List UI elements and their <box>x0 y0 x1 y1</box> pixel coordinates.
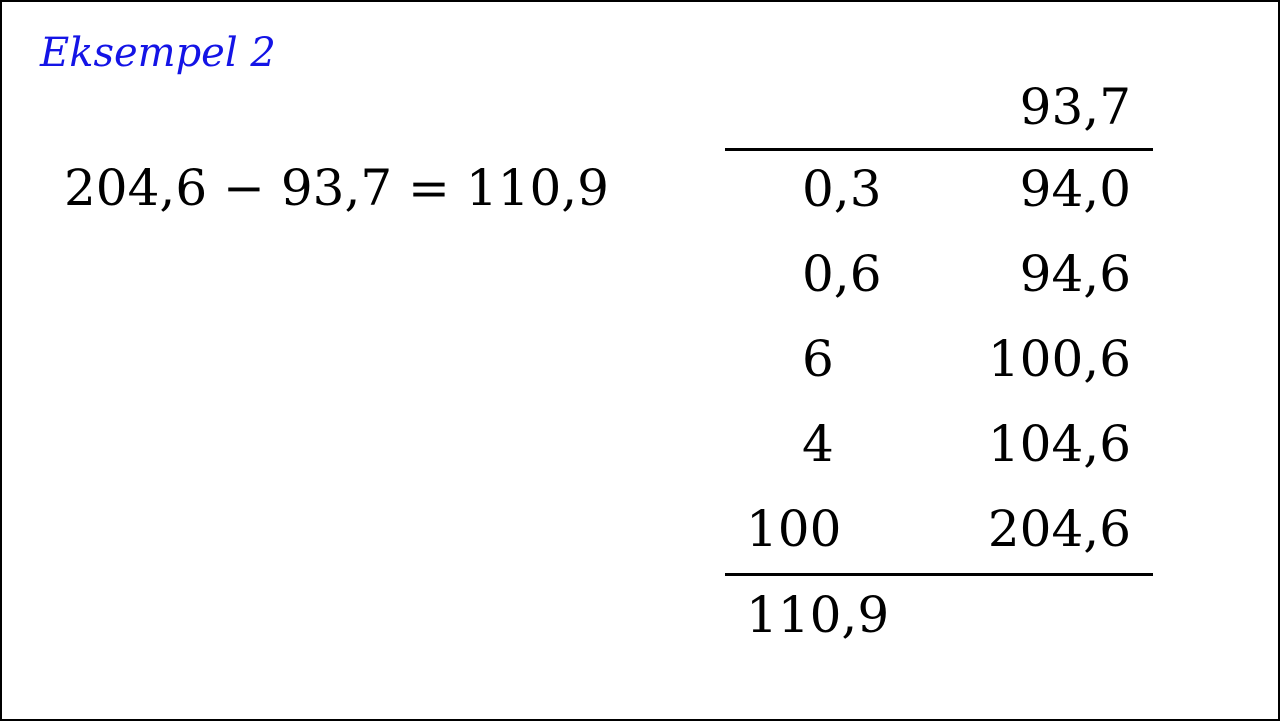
bottom-rule <box>725 573 1153 576</box>
step-add: 0,3 <box>802 160 882 218</box>
step-add: 100 <box>746 500 842 558</box>
subtraction-equation: 204,6 − 93,7 = 110,9 <box>64 159 609 217</box>
step-total: 100,6 <box>987 330 1131 388</box>
step-total: 94,0 <box>1019 160 1131 218</box>
step-total: 94,6 <box>1019 245 1131 303</box>
step-add: 0,6 <box>802 245 882 303</box>
top-rule <box>725 148 1153 151</box>
step-add: 4 <box>802 415 834 473</box>
example-heading: Eksempel 2 <box>40 30 276 76</box>
step-total: 104,6 <box>987 415 1131 473</box>
result-value: 110,9 <box>746 586 890 644</box>
start-value: 93,7 <box>1019 78 1131 136</box>
step-add: 6 <box>802 330 834 388</box>
step-total: 204,6 <box>987 500 1131 558</box>
